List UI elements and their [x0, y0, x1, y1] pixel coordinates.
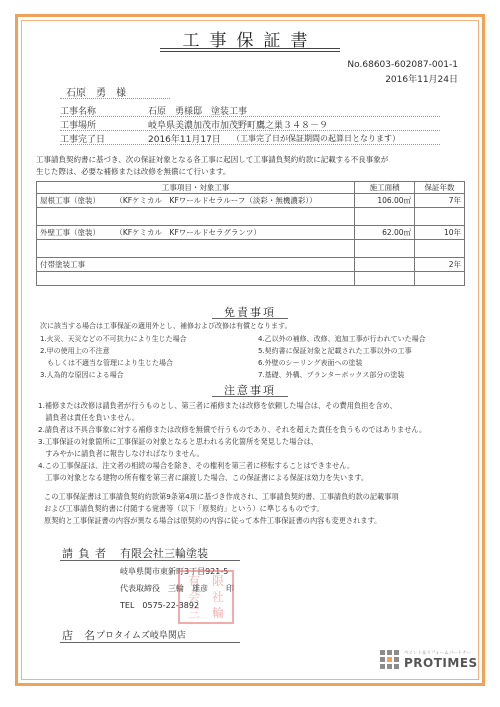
footer-line-1: この工事保証書は工事請負契約約款第9条第4項に基づき作成され、工事請負契約書、工事請負約款の記載事項	[44, 492, 399, 501]
logo-tagline: ペイント＆リフォームパートナー	[404, 651, 472, 656]
contractor-rule	[60, 560, 240, 561]
work-table	[36, 181, 465, 286]
exemption-left-2: 2.甲の使用上の不注意	[40, 347, 110, 355]
note-line-1: 1.補修または改修は請負者が行うものとし、第三者に補修または改修を依頼した場合は、その費用負担を含め、	[38, 401, 397, 410]
work-name-value: 石原 勇様邸 塗装工事	[148, 107, 248, 117]
table-row-blank	[37, 272, 465, 286]
shop-label: 店 名	[62, 629, 95, 642]
intro-line-2: 生じた際は、必要な補修または改修を無償にて行います。	[36, 167, 231, 176]
exemption-right-3: 6.外壁のシーリング表面への塗装	[258, 359, 363, 367]
company-seal-stamp: 有 限 会 社 三 輪	[178, 570, 234, 624]
row-years: 7年	[415, 194, 465, 208]
col-header-years: 保証年数	[415, 182, 465, 194]
completion-note: （工事完了日が保証期間の起算日となります）	[232, 134, 400, 143]
exemption-left-3: もしくは不適当な管理により生じた場合	[40, 359, 173, 367]
table-row	[37, 194, 465, 208]
completion-label: 工事完了日	[60, 135, 106, 145]
document-title: 工事保証書	[182, 31, 318, 51]
contractor-address: 岐阜県関市東新町3丁目921-5	[120, 567, 229, 576]
row-area	[355, 258, 415, 272]
exemption-left-1: 1.火災、天災などの不可抗力により生じた場合	[40, 335, 187, 343]
notes-underline	[212, 396, 288, 397]
contractor-representative: 代表取締役 三輪 雄彦	[120, 584, 208, 593]
exemption-right-4: 7.基礎、外構、プランターボックス部分の塗装	[258, 371, 405, 379]
note-line-6: 4.この工事保証は、注文者の相続の場合を除き、その権利を第三者に移転することはできません。	[38, 461, 355, 470]
exemptions-underline	[212, 318, 288, 319]
table-header-row	[37, 182, 465, 194]
exemption-right-2: 5.契約書に保証対象と記載された工事以外の工事	[258, 347, 412, 355]
document-number: No.68603-602087-001-1	[347, 60, 458, 70]
contractor-company: 有限会社三輪塗装	[120, 547, 208, 560]
exemption-right-1: 4.乙以外の補修、改修、追加工事が行われていた場合	[258, 335, 426, 343]
row-target: （KFケミカル KFワールドセラグランツ）	[112, 226, 354, 240]
completion-date: 2016年11月17日	[148, 135, 221, 145]
logo-wordmark: PROTIMES	[404, 656, 478, 670]
row-target	[112, 258, 354, 272]
note-line-7: 工事の対象となる建物の所有権を第三者に譲渡した場合、この保証書による保証は効力を失います。	[38, 473, 369, 482]
shop-rule	[60, 642, 240, 643]
exemptions-title: 免責事項	[224, 306, 276, 319]
table-row	[37, 226, 465, 240]
row-years: 10年	[415, 226, 465, 240]
note-line-2: 請負者は責任を負いません。	[38, 413, 140, 422]
issue-date: 2016年11月24日	[385, 75, 458, 85]
place-label: 工事場所	[60, 121, 97, 131]
intro-line-1: 工事請負契約書に基づき、次の保証対象となる各工事に起因して工事請負契約約款に記載する不良事象が	[36, 155, 389, 164]
row-target: （KFケミカル KFワールドセラルーフ（淡彩・無機濃彩））	[112, 194, 354, 208]
row-area: 106.00㎡	[355, 194, 415, 208]
notes-title: 注意事項	[224, 384, 276, 397]
exemptions-intro: 次に該当する場合は工事保証の適用外とし、補修および改修は有償となります。	[40, 322, 292, 330]
place-value: 岐阜県美濃加茂市加茂野町鷹之巣３４８－９	[148, 121, 329, 131]
contractor-label: 請 負 者	[62, 547, 107, 560]
footer-line-2: および工事請負契約書に付随する覚書等（以下「原契約」という）に準じるものです。	[44, 504, 324, 513]
contractor-tel: TEL 0575-22-3892	[120, 601, 200, 610]
work-name-rule	[60, 116, 440, 117]
title-underline	[160, 48, 340, 52]
shop-name: プロタイムズ岐阜関店	[96, 631, 186, 641]
table-row-blank	[37, 240, 465, 258]
note-line-3: 2.請負者は不具合事象に対する補修または改修を無償で行うものであり、それを超えた責任を負うものではありません。	[38, 425, 427, 434]
place-rule	[60, 130, 440, 131]
row-area: 62.00㎡	[355, 226, 415, 240]
recipient-underline	[60, 98, 170, 99]
row-years: 2年	[415, 258, 465, 272]
seal-mark: 印	[226, 584, 234, 593]
note-line-4: 3.工事保証の対象箇所に工事保証の対象となると思われる劣化箇所を発見した場合は、	[38, 437, 318, 446]
footer-line-3: 原契約と工事保証書の内容が異なる場合は原契約の内容に従って本件工事保証書の内容も変更されます。	[44, 516, 382, 525]
col-header-item: 工事項目・対象工事	[37, 182, 355, 194]
recipient-name: 石原 勇 様	[66, 88, 126, 99]
col-header-area: 施工面積	[355, 182, 415, 194]
row-item: 屋根工事（塗装）	[37, 194, 113, 208]
table-row-blank	[37, 208, 465, 226]
row-item: 外壁工事（塗装）	[37, 226, 113, 240]
work-name-label: 工事名称	[60, 107, 97, 117]
completion-rule	[60, 144, 440, 145]
table-row	[37, 258, 465, 272]
protimes-logo-icon	[380, 650, 400, 670]
exemption-left-4: 3.人為的な原因による場合	[40, 371, 124, 379]
row-item: 付帯塗装工事	[37, 258, 113, 272]
note-line-5: すみやかに請負者に報告しなければなりません。	[38, 449, 204, 458]
